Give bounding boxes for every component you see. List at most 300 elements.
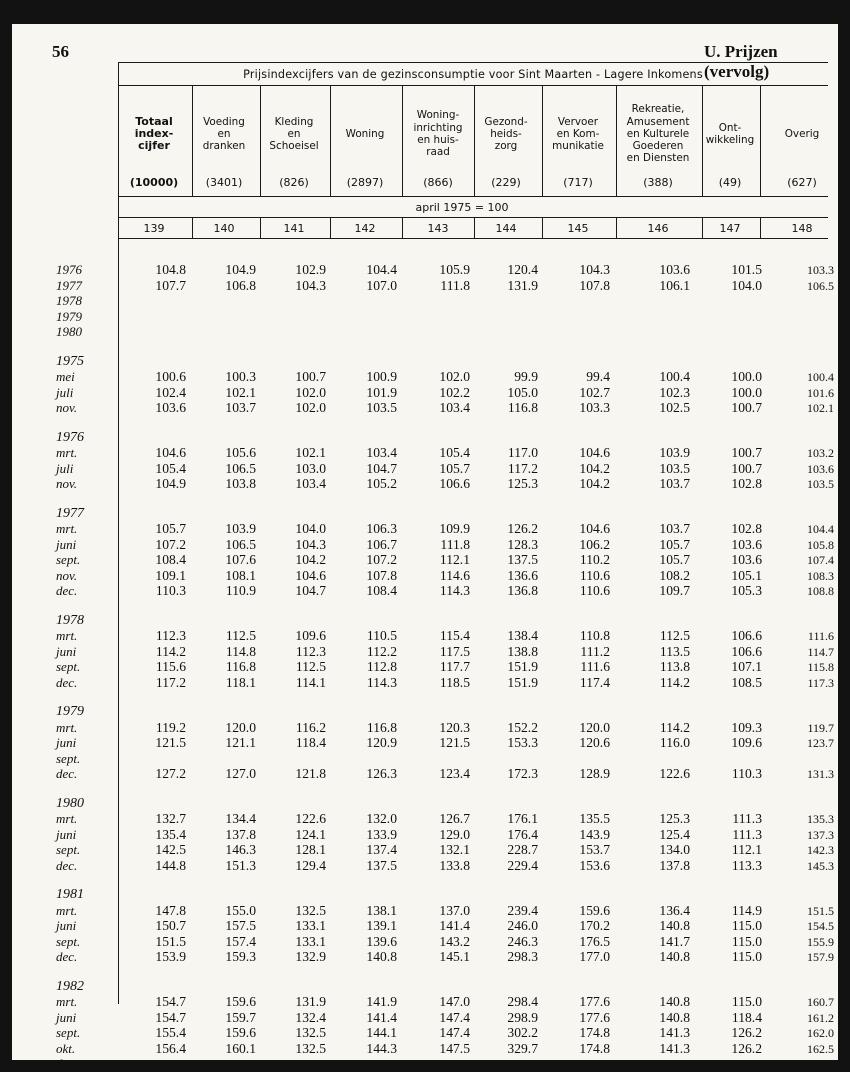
table-cell: 106.2 (579, 536, 610, 552)
table-cell: 140.8 (659, 918, 690, 933)
table-cell: 144.1 (366, 1025, 397, 1040)
table-cell: 137.5 (507, 552, 538, 567)
table-cell: 110.9 (225, 583, 256, 598)
table-cell: 105.4 (439, 445, 470, 460)
row-label: mrt. (56, 719, 78, 735)
table-cell: 102.9 (295, 262, 326, 277)
table-cell: 104.7 (366, 460, 397, 476)
table-cell: 102.8 (731, 476, 762, 491)
table-cell: 129.0 (439, 826, 470, 842)
table-cell: 102.0 (295, 400, 326, 415)
column-header-line: en Kom- (556, 127, 600, 140)
row-label: 1980 (56, 795, 84, 811)
table-cell: 105.6 (225, 445, 256, 460)
table-cell: 145.1 (439, 949, 470, 964)
column-number: 139 (143, 222, 165, 235)
table-cell: 110.6 (579, 567, 610, 583)
column-weight: (717) (563, 176, 593, 189)
col-divider (760, 85, 761, 196)
table-cell: 141.9 (366, 994, 397, 1009)
table-cell: 177.6 (579, 1009, 610, 1025)
table-cell: 116.8 (366, 719, 397, 735)
table-cell: 103.9 (659, 445, 690, 460)
column-header-line: Woning (345, 127, 385, 140)
table-cell: 176.1 (507, 811, 538, 826)
table-cell: 239.4 (507, 902, 538, 918)
row-label: mrt. (56, 902, 78, 918)
table-cell: 104.3 (295, 277, 326, 293)
table-cell: 103.4 (366, 445, 397, 460)
table-cell: 103.5 (807, 477, 834, 491)
table-cell: 102.3 (659, 384, 690, 400)
table-cell: 154.5 (807, 919, 834, 933)
table-cell: 151.5 (155, 933, 186, 949)
table-cell: 112.1 (731, 842, 762, 857)
table-cell: 120.4 (507, 262, 538, 277)
table-cell: 106.6 (731, 643, 762, 659)
row-label: dec. (56, 583, 78, 598)
table-cell: 107.2 (155, 536, 186, 552)
table-cell: 102.0 (295, 384, 326, 400)
table-cell: 111.3 (732, 811, 762, 826)
row-label: sept. (56, 750, 81, 766)
row-label: 1979 (56, 308, 82, 324)
row-label: sept. (56, 1025, 81, 1040)
row-label: 1980 (56, 324, 82, 339)
table-cell: 133.9 (366, 826, 397, 842)
table-cell: 129.4 (295, 857, 326, 873)
table-cell: 120.3 (439, 719, 470, 735)
table-cell: 103.6 (807, 461, 834, 476)
table-cell: 108.5 (731, 674, 762, 690)
table-cell: 103.2 (807, 446, 834, 460)
table-cell: 106.7 (366, 536, 397, 552)
table-cell: 153.9 (155, 949, 186, 964)
table-cell: 174.8 (579, 1025, 610, 1040)
column-header-line: raad (426, 146, 450, 159)
table-cell: 126.2 (507, 521, 538, 536)
column-header (484, 116, 527, 153)
table-cell: 113.3 (731, 857, 762, 873)
table-cell: 104.3 (579, 262, 610, 277)
table-cell: 132.0 (366, 811, 397, 826)
column-header-line: en huis- (417, 133, 459, 146)
table-cell: 115.0 (731, 933, 762, 949)
table-cell: 114.7 (807, 644, 834, 659)
table-cell: 112.2 (366, 643, 397, 659)
table-cell: 155.9 (807, 934, 834, 949)
table-cell: 154.7 (155, 1009, 186, 1025)
table-cell: 120.0 (579, 719, 610, 735)
row-label: juni (56, 643, 77, 659)
column-header-line: Woning- (416, 109, 460, 122)
table-cell: 108.4 (366, 583, 397, 598)
row-label: juli (56, 460, 74, 476)
row-label: okt. (56, 1040, 76, 1056)
table-cell: 104.2 (579, 476, 610, 491)
row-label: dec. (56, 1056, 78, 1071)
col-divider-num (260, 217, 261, 238)
row-label: juni (56, 826, 77, 842)
table-cell: 118.1 (225, 674, 256, 690)
table-cell: 176.4 (507, 826, 538, 842)
row-label: juni (56, 918, 77, 933)
table-cell: 105.4 (155, 460, 186, 476)
row-label: dec. (56, 949, 78, 964)
table-cell: 103.6 (731, 536, 762, 552)
table-cell: 120.9 (366, 735, 397, 750)
table-cell: 137.5 (366, 857, 397, 873)
table-cell: 131.9 (507, 277, 538, 293)
table-cell: 151.3 (225, 857, 256, 873)
table-cell: 103.7 (659, 521, 690, 536)
row-label: dec. (56, 766, 78, 781)
column-number: 143 (427, 222, 449, 235)
page-number: 56 (52, 42, 69, 61)
table-cell: 106.8 (225, 277, 256, 293)
table-cell: 114.1 (295, 674, 326, 690)
table-cell: 112.5 (659, 628, 690, 643)
table-cell: 115.0 (731, 918, 762, 933)
table-cell: 151.9 (507, 674, 538, 690)
table-cell: 177.6 (579, 994, 610, 1009)
table-cell: 126.3 (366, 766, 397, 781)
table-cell: 111.3 (732, 826, 762, 842)
table-cell: 126.2 (731, 1025, 762, 1040)
table-cell: 119.2 (155, 719, 186, 735)
row-label: nov. (56, 476, 78, 491)
table-cell: 147.8 (155, 902, 186, 918)
table-cell: 105.1 (731, 567, 762, 583)
column-number: 146 (647, 222, 669, 235)
table-cell: 298.3 (507, 949, 538, 964)
table-cell: 140.8 (659, 1009, 690, 1025)
table-cell: 104.9 (225, 262, 256, 277)
table-cell: 138.8 (507, 643, 538, 659)
col-divider-num (330, 217, 331, 238)
table-cell: 155.0 (225, 902, 256, 918)
table-cell: 110.2 (579, 552, 610, 567)
column-header-line: Schoeisel (269, 140, 319, 153)
table-cell: 110.3 (731, 766, 762, 781)
column-header (413, 109, 462, 158)
table-cell: 146.3 (225, 842, 256, 857)
table-cell: 110.6 (579, 583, 610, 598)
table-cell: 109.6 (731, 735, 762, 750)
column-weight: (2897) (346, 176, 384, 189)
table-cell: 133.1 (295, 933, 326, 949)
table-cell: 102.1 (807, 401, 834, 415)
table-cell: 125.4 (659, 826, 690, 842)
table-cell: 109.3 (731, 719, 762, 735)
table-cell: 102.4 (155, 384, 186, 400)
column-header-line: en Kulturele (626, 127, 690, 140)
row-label: sept. (56, 933, 81, 949)
table-cell: 176.5 (579, 933, 610, 949)
table-cell: 135.5 (579, 811, 610, 826)
column-header-line: Goederen (632, 140, 684, 153)
row-label: 1975 (56, 353, 84, 369)
table-cell: 137.4 (366, 842, 397, 857)
table-cell: 102.1 (225, 384, 256, 400)
table-cell: 114.2 (659, 674, 690, 690)
table-cell: 144.3 (366, 1040, 397, 1056)
column-weight: (3401) (205, 176, 243, 189)
table-cell: 122.6 (659, 766, 690, 781)
table-cell: 105.8 (807, 537, 834, 552)
row-label: dec. (56, 674, 78, 690)
table-cell: 141.3 (659, 1040, 690, 1056)
table-cell: 110.8 (579, 628, 610, 643)
table-cell: 103.7 (225, 400, 256, 415)
column-header-line: index- (134, 126, 174, 140)
table-cell: 115.8 (807, 660, 834, 674)
table-cell: 105.2 (366, 476, 397, 491)
column-weight: (826) (279, 176, 309, 189)
table-cell: 147.4 (439, 1009, 470, 1025)
column-header (269, 116, 318, 153)
row-label: 1977 (56, 277, 82, 293)
column-number: 141 (283, 222, 305, 235)
table-cell: 100.7 (295, 369, 326, 384)
row-label: mrt. (56, 521, 78, 536)
table-cell: 102.8 (731, 521, 762, 536)
table-cell: 153.6 (579, 857, 610, 873)
table-cell: 100.7 (731, 460, 762, 476)
row-label: 1976 (56, 262, 82, 277)
table-cell: 147.0 (439, 994, 470, 1009)
table-cell: 143.2 (439, 933, 470, 949)
table-cell: 119.7 (807, 720, 834, 735)
column-header-line: inrichting (413, 121, 463, 134)
column-header-line: en (287, 127, 301, 140)
column-header-line: zorg (494, 140, 518, 153)
table-cell: 160.7 (807, 995, 834, 1009)
table-cell: 121.8 (295, 766, 326, 781)
table-cell: 329.7 (507, 1040, 538, 1056)
table-cell: 147.4 (439, 1025, 470, 1040)
table-cell: 108.3 (807, 568, 834, 583)
column-number: 142 (354, 222, 376, 235)
table-cell: 117.5 (439, 643, 470, 659)
col-divider (474, 85, 475, 196)
table-cell: 116.8 (225, 659, 256, 674)
table-cell: 125.3 (659, 811, 690, 826)
table-cell: 157.4 (225, 933, 256, 949)
column-header-line: Vervoer (557, 115, 599, 128)
table-cell: 116.2 (295, 719, 326, 735)
table-cell: 117.7 (439, 659, 470, 674)
table-cell: 137.8 (659, 857, 690, 873)
row-label: 1982 (56, 978, 84, 994)
table-cell: 153.3 (507, 735, 538, 750)
table-cell: 177.0 (579, 949, 610, 964)
table-cell: 104.2 (295, 552, 326, 567)
table-cell: 109.1 (155, 567, 186, 583)
row-label: 1978 (56, 293, 82, 308)
column-header (706, 122, 754, 147)
row-label: mei (56, 369, 75, 384)
table-cell: 135.4 (155, 826, 186, 842)
table-cell: 142.5 (155, 842, 186, 857)
table-cell: 108.1 (225, 567, 256, 583)
table-cell: 150.7 (155, 918, 186, 933)
table-cell: 128.1 (295, 842, 326, 857)
col-divider-num (192, 217, 193, 238)
table-cell: 138.4 (507, 628, 538, 643)
table-cell: 107.6 (225, 552, 256, 567)
table-cell: 111.6 (580, 659, 610, 674)
col-divider (616, 85, 617, 196)
table-cell: 106.6 (731, 628, 762, 643)
table-cell: 141.3 (659, 1025, 690, 1040)
table-cell: 105.7 (659, 552, 690, 567)
table-cell: 159.3 (225, 949, 256, 964)
table-cell: 100.7 (731, 445, 762, 460)
table-cell: 104.6 (295, 567, 326, 583)
column-header (785, 128, 819, 140)
column-header-line: wikkeling (705, 133, 755, 146)
table-title: Prijsindexcijfers van de gezinsconsumptie voor Sint Maarten - Lagere Inkomens (243, 68, 703, 81)
column-header-line: dranken (202, 140, 246, 153)
table-cell: 100.0 (731, 369, 762, 384)
table-cell: 102.7 (579, 384, 610, 400)
table-cell: 141.4 (366, 1009, 397, 1025)
table-cell: 115.4 (439, 628, 470, 643)
table-cell: 139.1 (366, 918, 397, 933)
table-cell: 159.6 (579, 902, 610, 918)
column-number: 144 (495, 222, 517, 235)
table-cell: 114.2 (659, 719, 690, 735)
table-cell: 100.0 (731, 384, 762, 400)
column-number: 140 (213, 222, 235, 235)
table-cell: 105.9 (439, 262, 470, 277)
table-cell: 108.4 (155, 552, 186, 567)
table-cell: 114.9 (731, 902, 762, 918)
table-cell: 127.2 (155, 766, 186, 781)
table-cell: 132.5 (295, 1025, 326, 1040)
document-page (12, 24, 838, 1071)
table-cell: 161.2 (807, 1010, 834, 1025)
column-weight: (49) (718, 176, 742, 189)
table-cell: 174.8 (579, 1040, 610, 1056)
table-cell: 100.4 (807, 370, 834, 384)
col-divider (402, 85, 403, 196)
row-label: mrt. (56, 811, 78, 826)
table-cell: 116.8 (507, 400, 538, 415)
table-cell: 106.3 (366, 521, 397, 536)
rule-top (118, 62, 828, 63)
column-header-line: Totaal (135, 114, 173, 128)
table-cell: 136.4 (659, 902, 690, 918)
table-cell: 134.0 (659, 842, 690, 857)
table-cell: 159.6 (225, 1025, 256, 1040)
table-cell: 140.8 (659, 994, 690, 1009)
table-cell: 298.9 (507, 1009, 538, 1025)
table-cell: 114.3 (366, 674, 397, 690)
rule-under-base (118, 217, 828, 218)
table-cell: 99.4 (586, 369, 610, 384)
table-cell: 126.7 (439, 811, 470, 826)
table-cell: 123.7 (807, 736, 834, 750)
column-header (346, 128, 385, 140)
table-cell: 103.9 (225, 521, 256, 536)
column-header-line: munikatie (552, 140, 604, 153)
table-cell: 115.0 (731, 994, 762, 1009)
table-cell: 137.3 (807, 827, 834, 842)
column-header-line: Voeding (203, 115, 245, 128)
column-header-line: Overig (784, 127, 820, 140)
table-cell: 155.4 (155, 1025, 186, 1040)
table-cell: 114.6 (439, 567, 470, 583)
col-divider (192, 85, 193, 196)
table-cell: 109.7 (659, 583, 690, 598)
row-label: dec. (56, 857, 78, 873)
row-label: 1977 (56, 505, 84, 521)
rule-under-title (118, 85, 828, 86)
table-cell: 121.5 (439, 735, 470, 750)
table-cell: 103.4 (439, 400, 470, 415)
table-cell: 112.3 (295, 643, 326, 659)
table-cell: 109.9 (439, 521, 470, 536)
table-cell: 141.7 (659, 933, 690, 949)
table-cell: 107.8 (579, 277, 610, 293)
table-cell: 104.9 (155, 476, 186, 491)
rule-under-weights (118, 196, 828, 197)
col-divider (330, 85, 331, 196)
table-cell: 154.7 (155, 994, 186, 1009)
table-cell: 121.1 (225, 735, 256, 750)
table-cell: 107.7 (155, 277, 186, 293)
row-label: 1981 (56, 887, 84, 902)
table-cell: 100.4 (659, 369, 690, 384)
row-label: juni (56, 735, 77, 750)
table-cell: 103.3 (579, 400, 610, 415)
col-divider (542, 85, 543, 196)
table-cell: 104.4 (807, 522, 834, 536)
table-cell: 120.0 (225, 719, 256, 735)
table-cell: 104.4 (366, 262, 397, 277)
table-cell: 144.8 (155, 857, 186, 873)
table-cell: 104.3 (295, 536, 326, 552)
table-cell: 143.9 (579, 826, 610, 842)
column-header (203, 116, 245, 153)
column-header-line: cijfer (138, 139, 170, 153)
column-number: 148 (791, 222, 813, 235)
table-cell: 131.9 (295, 994, 326, 1009)
table-cell: 137.8 (225, 826, 256, 842)
col-divider (260, 85, 261, 196)
table-cell: 114.2 (155, 643, 186, 659)
table-cell: 103.3 (807, 263, 834, 277)
col-divider-num (402, 217, 403, 238)
table-cell: 117.3 (807, 675, 834, 690)
table-cell: 108.8 (807, 584, 834, 598)
table-cell: 123.4 (439, 766, 470, 781)
table-cell: 132.7 (155, 811, 186, 826)
column-weight: (229) (491, 176, 521, 189)
table-cell: 118.5 (439, 674, 470, 690)
table-cell: 127.0 (225, 766, 256, 781)
column-weight: (10000) (129, 176, 179, 189)
table-cell: 229.4 (507, 857, 538, 873)
table-cell: 159.6 (225, 994, 256, 1009)
table-cell: 105.0 (507, 384, 538, 400)
column-header-line: Rekreatie, (631, 103, 685, 116)
table-cell: 117.2 (155, 674, 186, 690)
row-label: juni (56, 536, 77, 552)
row-label: mrt. (56, 628, 78, 643)
